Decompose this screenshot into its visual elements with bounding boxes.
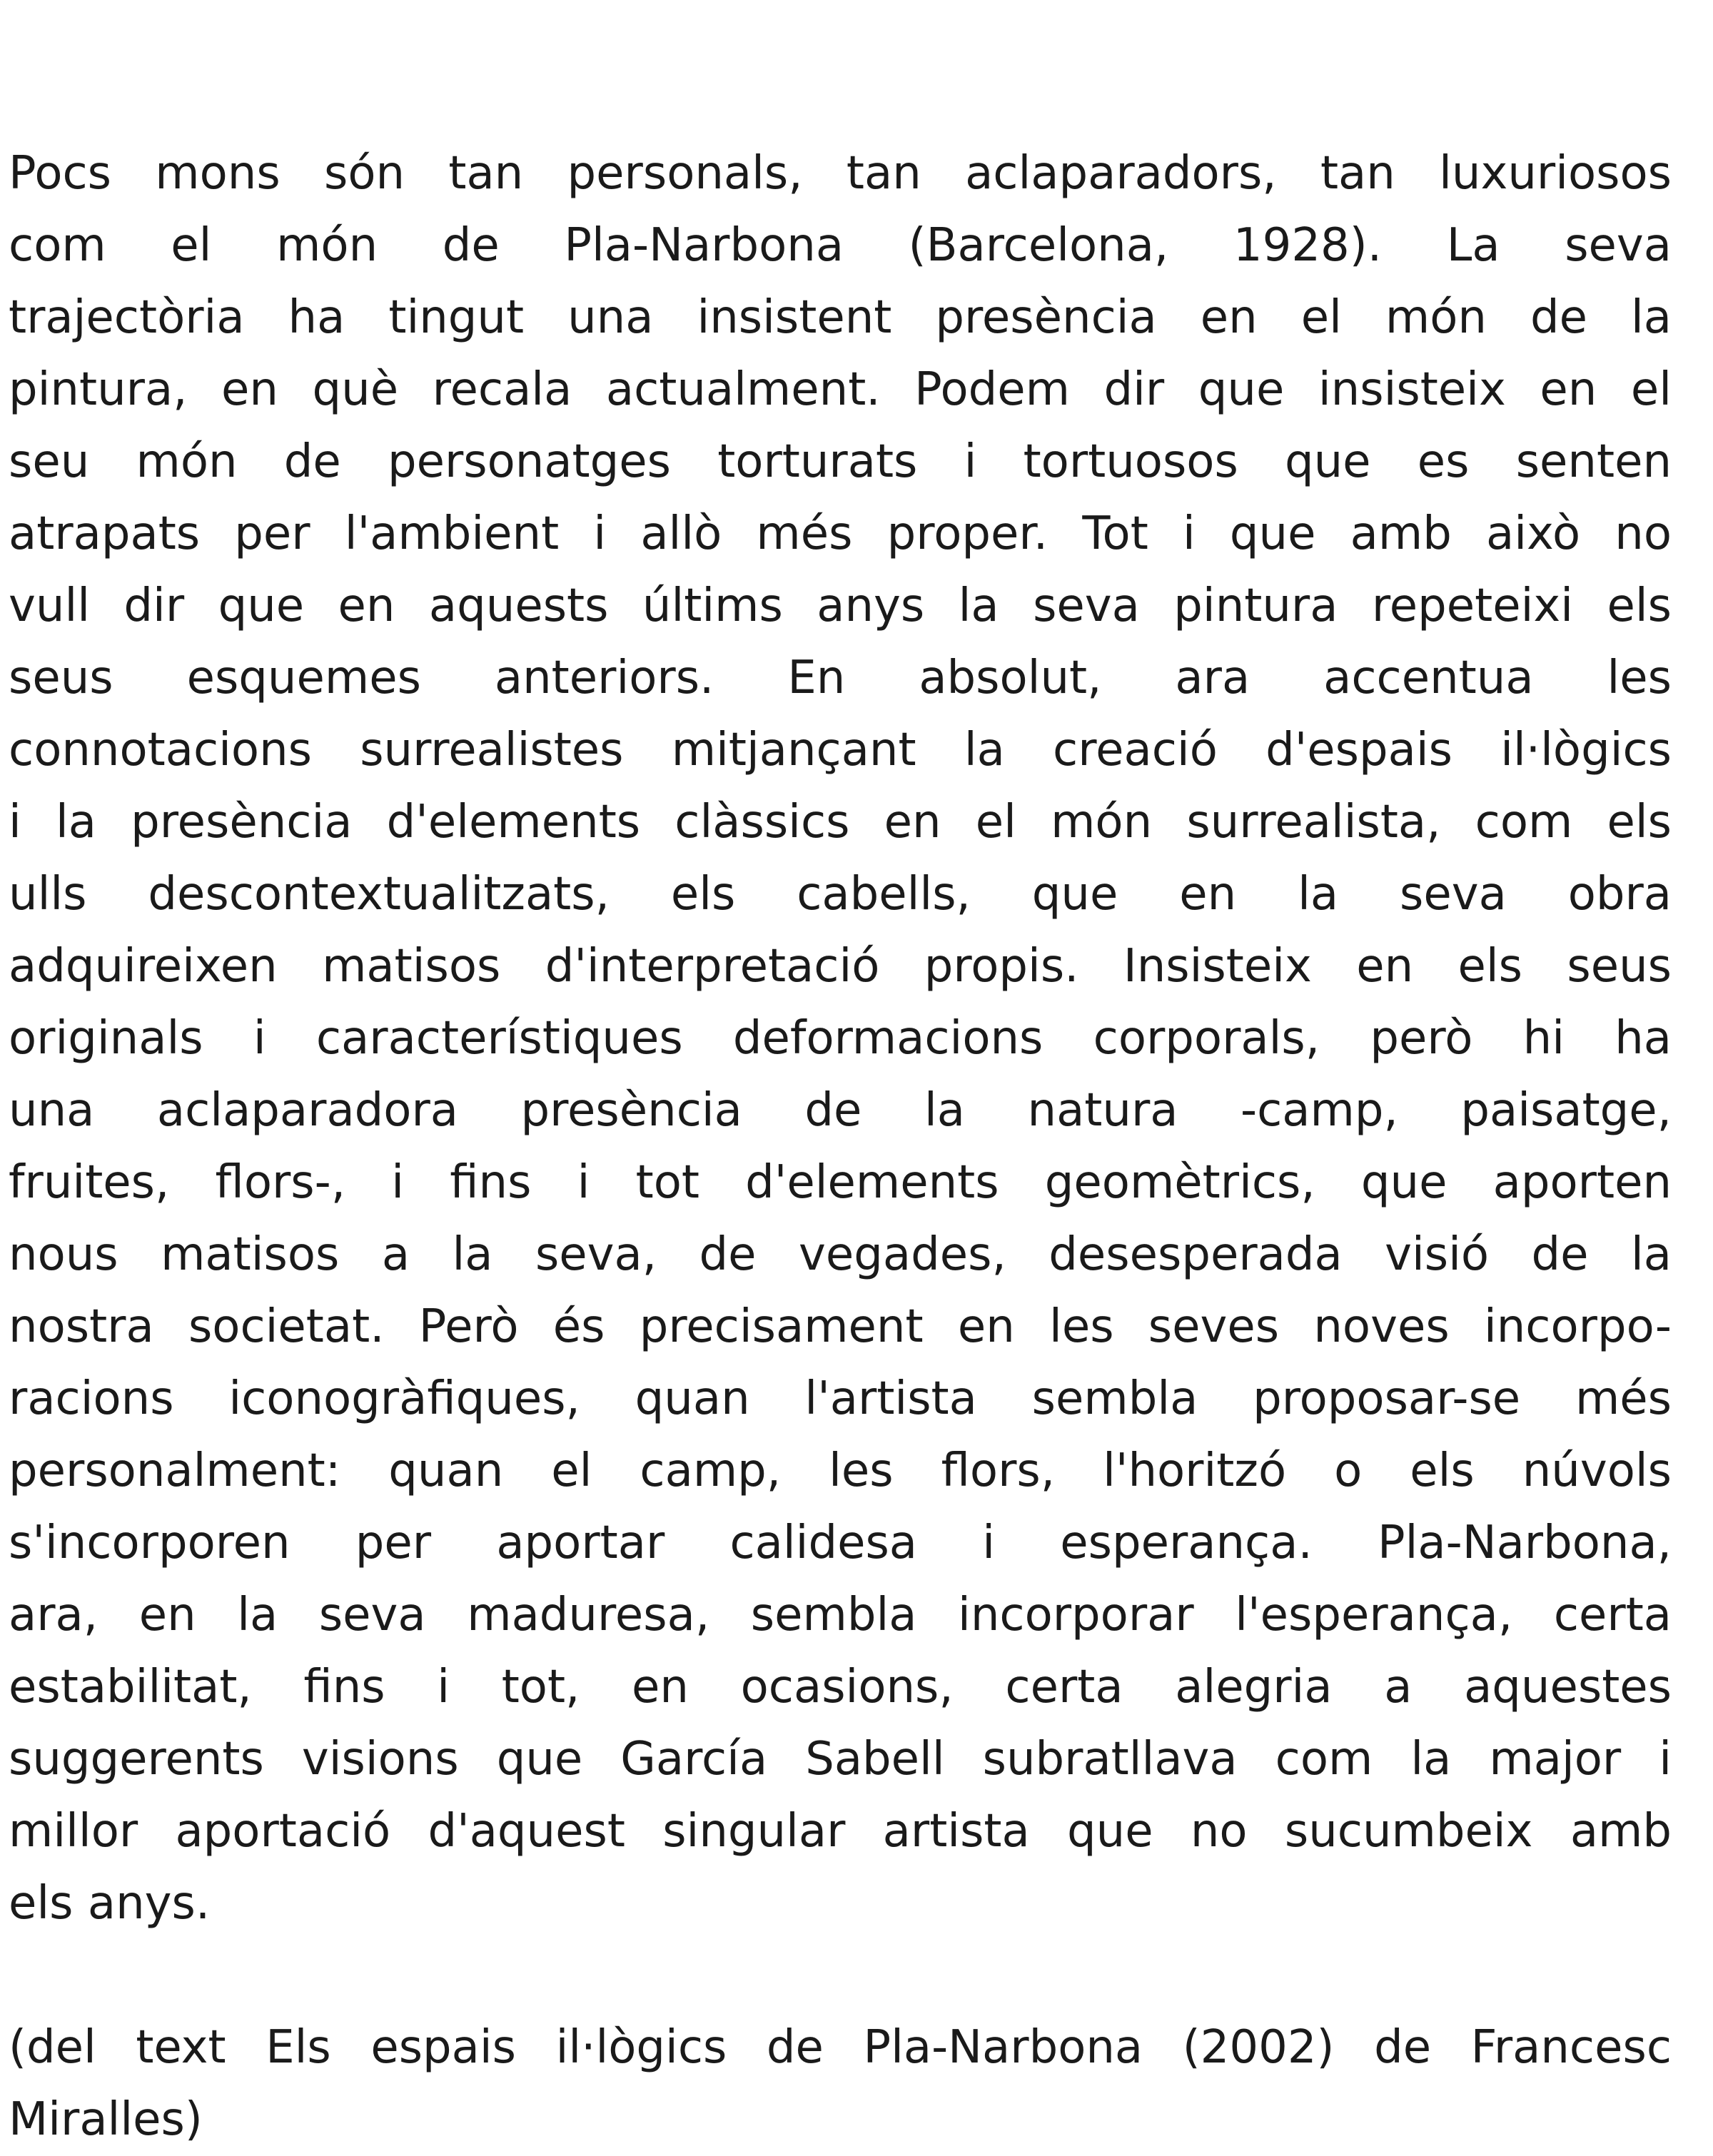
paragraph-line: una aclaparadora presència de la natura -camp, paisatge, [9,1084,1672,1137]
paragraph-line: s'incorporen per aportar calidesa i esperança. Pla-Narbona, [9,1517,1672,1569]
paragraph-line: pintura, en què recala actualment. Podem dir que insisteix en el [9,363,1672,416]
body-paragraph [9,138,1672,1940]
paragraph-line: trajectòria ha tingut una insistent presència en el món de la [9,291,1672,344]
paragraph-line: ulls descontextualitzats, els cabells, que en la seva obra [9,868,1672,921]
paragraph-line: fruites, flors-, i fins i tot d'elements geomètrics, que aporten [9,1156,1672,1209]
paragraph-line: ara, en la seva maduresa, sembla incorporar l'esperança, certa [9,1589,1672,1641]
paragraph-line: personalment: quan el camp, les flors, l'horitzó o els núvols [9,1444,1672,1497]
citation [9,2012,1672,2156]
document-text [9,138,1672,2156]
paragraph-line: nous matisos a la seva, de vegades, desesperada visió de la [9,1228,1672,1281]
paragraph-line: i la presència d'elements clàssics en el món surrealista, com els [9,796,1672,849]
paragraph-line: connotacions surrealistes mitjançant la creació d'espais il·lògics [9,724,1672,776]
paragraph-line: seus esquemes anteriors. En absolut, ara accentua les [9,652,1672,704]
paragraph-line: estabilitat, fins i tot, en ocasions, certa alegria a aquestes [9,1661,1672,1714]
paragraph-line: com el món de Pla-Narbona (Barcelona, 1928). La seva [9,219,1672,272]
paragraph-line: vull dir que en aquests últims anys la seva pintura repeteixi els [9,580,1672,632]
paragraph-line: nostra societat. Però és precisament en les seves noves incorpo- [9,1300,1672,1353]
paragraph-line: originals i característiques deformacions corporals, però hi ha [9,1012,1672,1065]
paragraph-line: els anys. [9,1877,211,1930]
paragraph-line: racions iconogràfiques, quan l'artista sembla proposar-se més [9,1372,1672,1425]
paragraph-line: millor aportació d'aquest singular artista que no sucumbeix amb [9,1805,1672,1858]
paragraph-line: seu món de personatges torturats i tortuosos que es senten [9,435,1672,488]
paragraph-line: Pocs mons són tan personals, tan aclaparadors, tan luxuriosos [9,147,1672,200]
paragraph-line: suggerents visions que García Sabell subratllava com la major i [9,1733,1672,1786]
citation-line: (del text Els espais il·lògics de Pla-Narbona (2002) de Francesc [9,2021,1672,2074]
paragraph-gap [9,1940,1672,2012]
paragraph-line: atrapats per l'ambient i allò més proper. Tot i que amb això no [9,507,1672,560]
paragraph-line: adquireixen matisos d'interpretació propis. Insisteix en els seus [9,940,1672,993]
citation-line: Miralles) [9,2093,203,2146]
